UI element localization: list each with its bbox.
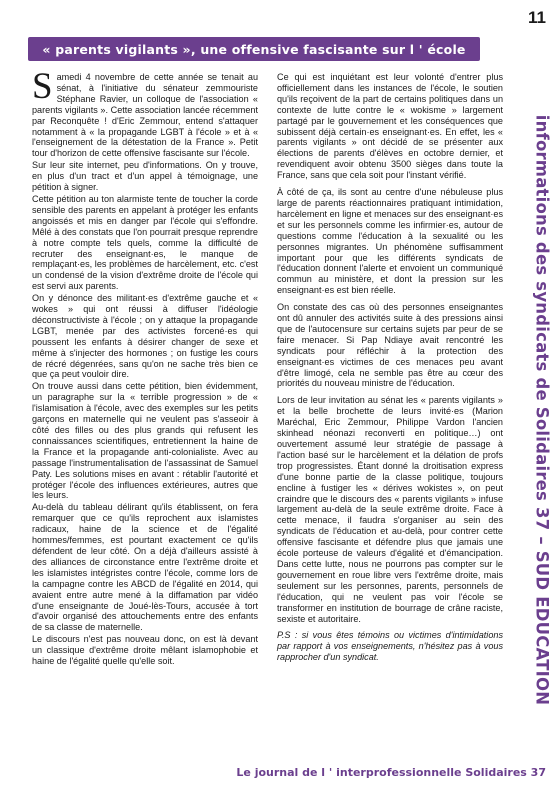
- left-column: [32, 66, 258, 668]
- paragraph: Le discours n'est pas nouveau donc, on est là devant un classique d'extrême droite mêlant islamophobie et haine de l'égalité quelle qu'elle soit.: [32, 634, 258, 667]
- side-banner: [522, 114, 560, 706]
- article-title-banner: [28, 37, 480, 61]
- footer-journal-title: Le journal de l ' interprofessionnelle Solidaires 37: [236, 766, 546, 779]
- paragraph: On trouve aussi dans cette pétition, bien évidemment, un paragraphe sur la « terrible progression » de « l'islamisation à l'école, avec des exemples sur les petits garçons en maternelle qui ne veulent pas s'asseoir à côté des filles ou des plus grands qui refusent les connaissances scientifiques, entretiennent la haine de la France et la propagande anti-colonialiste. Avec au passage l'instrumentalisation de l'assassinat de Samuel Paty. Les solutions mises en avant : rétablir l'autorité et protéger l'école des influences extérieures, autres que les leurs.: [32, 381, 258, 501]
- paragraph: On y dénonce des militant·es d'extrême gauche et « wokes » qui ont réussi à diffuser l'idéologie déconstructiviste à l'école ; on y attaque la propagande LGBT, menée par des activistes forcené·es qui poussent les enfants à désirer changer de sexe et même à s'injecter des hormones ; on fustige les cours de récré dégenrées, sans qu'on ne sache très bien ce que ça peut vouloir dire.: [32, 293, 258, 380]
- paragraph: Sur leur site internet, peu d'informations. On y trouve, en plus d'un tract et d'un appel à témoignage, une pétition à signer.: [32, 160, 258, 193]
- page-number: 11: [528, 8, 546, 27]
- side-banner-text: informations des syndicats de Solidaires 37 – SUD EDUCATION: [532, 114, 552, 706]
- article-body: [32, 66, 503, 752]
- paragraph: On constate des cas où des personnes enseignantes ont dû annuler des activités suite à des pressions ainsi que de l'autocensure sur certains sujets par peur de se faire menacer. Si Pap Ndiaye avait rencontré les syndicats pour réfléchir à la protection des enseignant·es victimes de ces menaces peu avant d'être limogé, cela ne semble pas être au cœur des priorités du nouveau ministre de l'éducation.: [277, 302, 503, 389]
- paragraph: Au-delà du tableau délirant qu'ils établissent, on fera remarquer que ce qu'ils reprochent aux islamistes radicaux, haine de la science et de l'égalité hommes/femmes, est pourtant exactement ce qu'ils défendent de leur côté. On a déjà d'ailleurs assisté à des alliances de circonstance entre l'extrême droite et les islamistes intégristes contre l'école, comme lors de la campagne contre les ABCD de l'égalité en 2014, qui avaient entre autre mené à la diffamation par vidéo d'une enseignante de Joué-lès-Tours, accusée à tort d'avoir organisé des attouchements entre des enfants de sa classe de maternelle.: [32, 502, 258, 633]
- paragraph: Cette pétition au ton alarmiste tente de toucher la corde sensible des parents en appelant à protéger les enfants angoissés et mis en danger par l'école qui s'effondre. Mêlé à des constats que l'on pourrait presque reprendre à notre compte tels quels, comme la difficulté de recruter des enseignant·es, le manque de remplaçant·es, les problèmes de harcèlement, etc. c'est un condensé de la vision d'extrême droite de l'école qui est servi aux parents.: [32, 193, 258, 292]
- drop-cap: S: [32, 66, 53, 107]
- article-title: « parents vigilants », une offensive fascisante sur l ' école: [42, 41, 466, 57]
- right-column: [277, 72, 503, 664]
- paragraph: Ce qui est inquiétant est leur volonté d'entrer plus officiellement dans les instances de l'école, le soutien qu'ils reçoivent de la part de certains politiques dans un contexte de lutte contre le « wokisme » largement partagé par le gouvernement et les conséquences que subissent déjà certain·es enseignant·es. En effet, les « parents vigilants » ont décidé de se présenter aux élections de parents d'élèves en octobre dernier, et revendiquent avoir obtenu 3500 sièges dans toute la France, sans que cela soit pour l'instant vérifié.: [277, 72, 503, 181]
- postscript: P.S : si vous êtes témoins ou victimes d'intimidations par rapport à vos enseignements, n'hésitez pas à vous rapprocher d'un syndicat.: [277, 630, 503, 663]
- paragraph: À côté de ça, ils sont au centre d'une nébuleuse plus large de parents réactionnaires pratiquant intimidation, harcèlement en ligne et menaces sur des enseignant·es et sur les personnels comme les infirmier·es, autour de questions comme l'éducation à la sexualité ou les personnes migrantes. Un phénomène suffisamment important pour que les différents syndicats de l'éducation donnent l'alerte et envoient un communiqué commun au ministère, et dont la pression sur les enseignant·es est bien réelle.: [277, 187, 503, 296]
- paragraph: Samedi 4 novembre de cette année se tenait au sénat, à l'initiative du sénateur zemmouriste Stéphane Ravier, un colloque de l'association « parents vigilants ». Cette association lancée récemment par Reconquête ! d'Eric Zemmour, entend s'attaquer notamment à « la propagande LGBT à l'école » et à « l'enseignement de la détestation de la France ». Petit tour d'horizon de cette offensive fascisante sur l'école.: [32, 66, 258, 159]
- paragraph: Lors de leur invitation au sénat les « parents vigilants » et la belle brochette de leurs invité·es (Marion Maréchal, Eric Zemmour, Philippe Vardon l'ancien skinhead néonazi reconverti en politique…) ont ouvertement assumé leur stratégie de passage à l'action basé sur le harcèlement et la délation de profs trop progressistes. Étant donné la droitisation express d'une bonne partie de la classe politique, toujours encline à fustiger les « dérives wokistes », on peut craindre que le discours des « parents vigilants » infuse largement au-delà de la seule extrême droite. Face à cette menace, il faudra s'organiser au sein des syndicats de l'éducation et au-delà, pour contrer cette offensive fascisante et défendre plus que jamais une école porteuse de valeurs d'égalité et d'émancipation. Dans cette lutte, nous ne pourrons pas compter sur le gouvernement en roue libre vers l'extrême droite, mais seulement sur les personnes, parents, personnels de l'éducation, qui ne veulent pas voir l'école se transformer en institution de bourrage de crâne raciste, sexiste et autoritaire.: [277, 395, 503, 624]
